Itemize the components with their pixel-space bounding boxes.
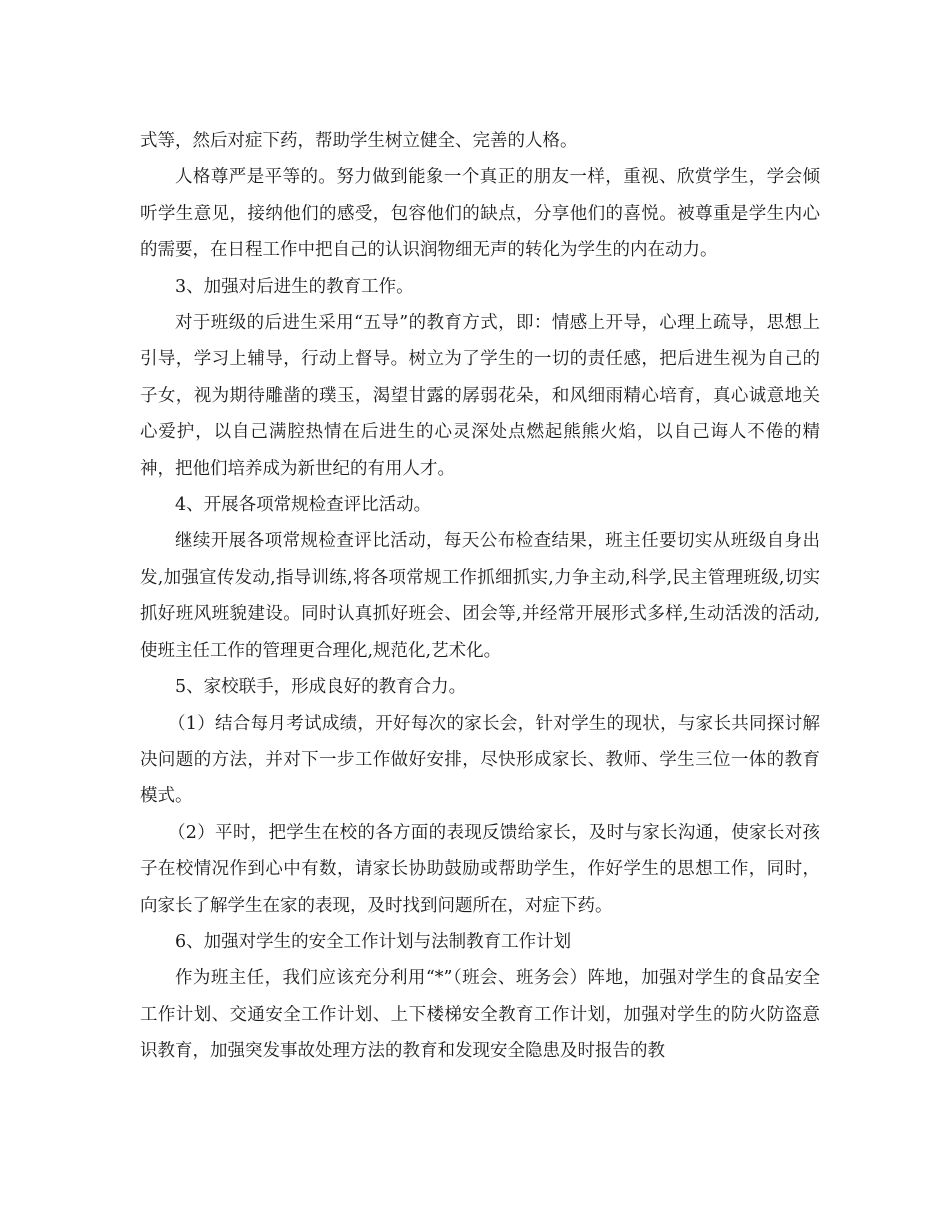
section-heading: 6、加强对学生的安全工作计划与法制教育工作计划 <box>175 931 572 952</box>
paragraph: 作为班主任，我们应该充分利用“*”（班会、班务会）阵地，加强对学生的食品安全工作计划、交通安全工作计划、上下楼梯安全教育工作计划，加强对学生的防火防盗意识教育，加强突发事故处理方法的教育和发现安全隐患及时报告的教 <box>140 968 820 1062</box>
paragraph: 式等，然后对症下药，帮助学生树立健全、完善的人格。 <box>140 131 578 151</box>
paragraph: 人格尊严是平等的。努力做到能象一个真正的朋友一样，重视、欣赏学生，学会倾听学生意见，接纳他们的感受，包容他们的缺点，分享他们的喜悦。被尊重是学生内心的需要，在日程工作中把自己的认识润物细无声的转化为学生的内在动力。 <box>140 167 820 261</box>
section-heading: 3、加强对后进生的教育工作。 <box>175 276 414 297</box>
paragraph: 继续开展各项常规检查评比活动，每天公布检查结果，班主任要切实从班级自身出发,加强宣传发动,指导训练,将各项常规工作抓细抓实,力争主动,科学,民主管理班级,切实抓好班风班貌建设。同时认真抓好班会、团会等,并经常开展形式多样,生动活泼的活动,使班主任工作的管理更合理化,规范化,艺术化。 <box>140 531 820 661</box>
document-body <box>140 123 820 1070</box>
section-heading: 5、家校联手，形成良好的教育合力。 <box>175 677 467 698</box>
list-item: （1）结合每月考试成绩，开好每次的家长会，针对学生的现状，与家长共同探讨解决问题的方法，并对下一步工作做好安排，尽快形成家长、教师、学生三位一体的教育模式。 <box>140 713 820 807</box>
list-item: （2）平时，把学生在校的各方面的表现反馈给家长，及时与家长沟通，使家长对孩子在校情况作到心中有数，请家长协助鼓励或帮助学生，作好学生的思想工作，同时，向家长了解学生在家的表现，及时找到问题所在，对症下药。 <box>140 822 820 916</box>
paragraph: 对于班级的后进生采用“五导”的教育方式，即：情感上开导，心理上疏导，思想上引导，学习上辅导，行动上督导。树立为了学生的一切的责任感，把后进生视为自己的子女，视为期待雕凿的璞玉，渴望甘露的孱弱花朵，和风细雨精心培育，真心诚意地关心爱护，以自己满腔热情在后进生的心灵深处点燃起熊熊火焰，以自己诲人不倦的精神，把他们培养成为新世纪的有用人才。 <box>140 313 820 479</box>
section-heading: 4、开展各项常规检查评比活动。 <box>175 495 432 516</box>
